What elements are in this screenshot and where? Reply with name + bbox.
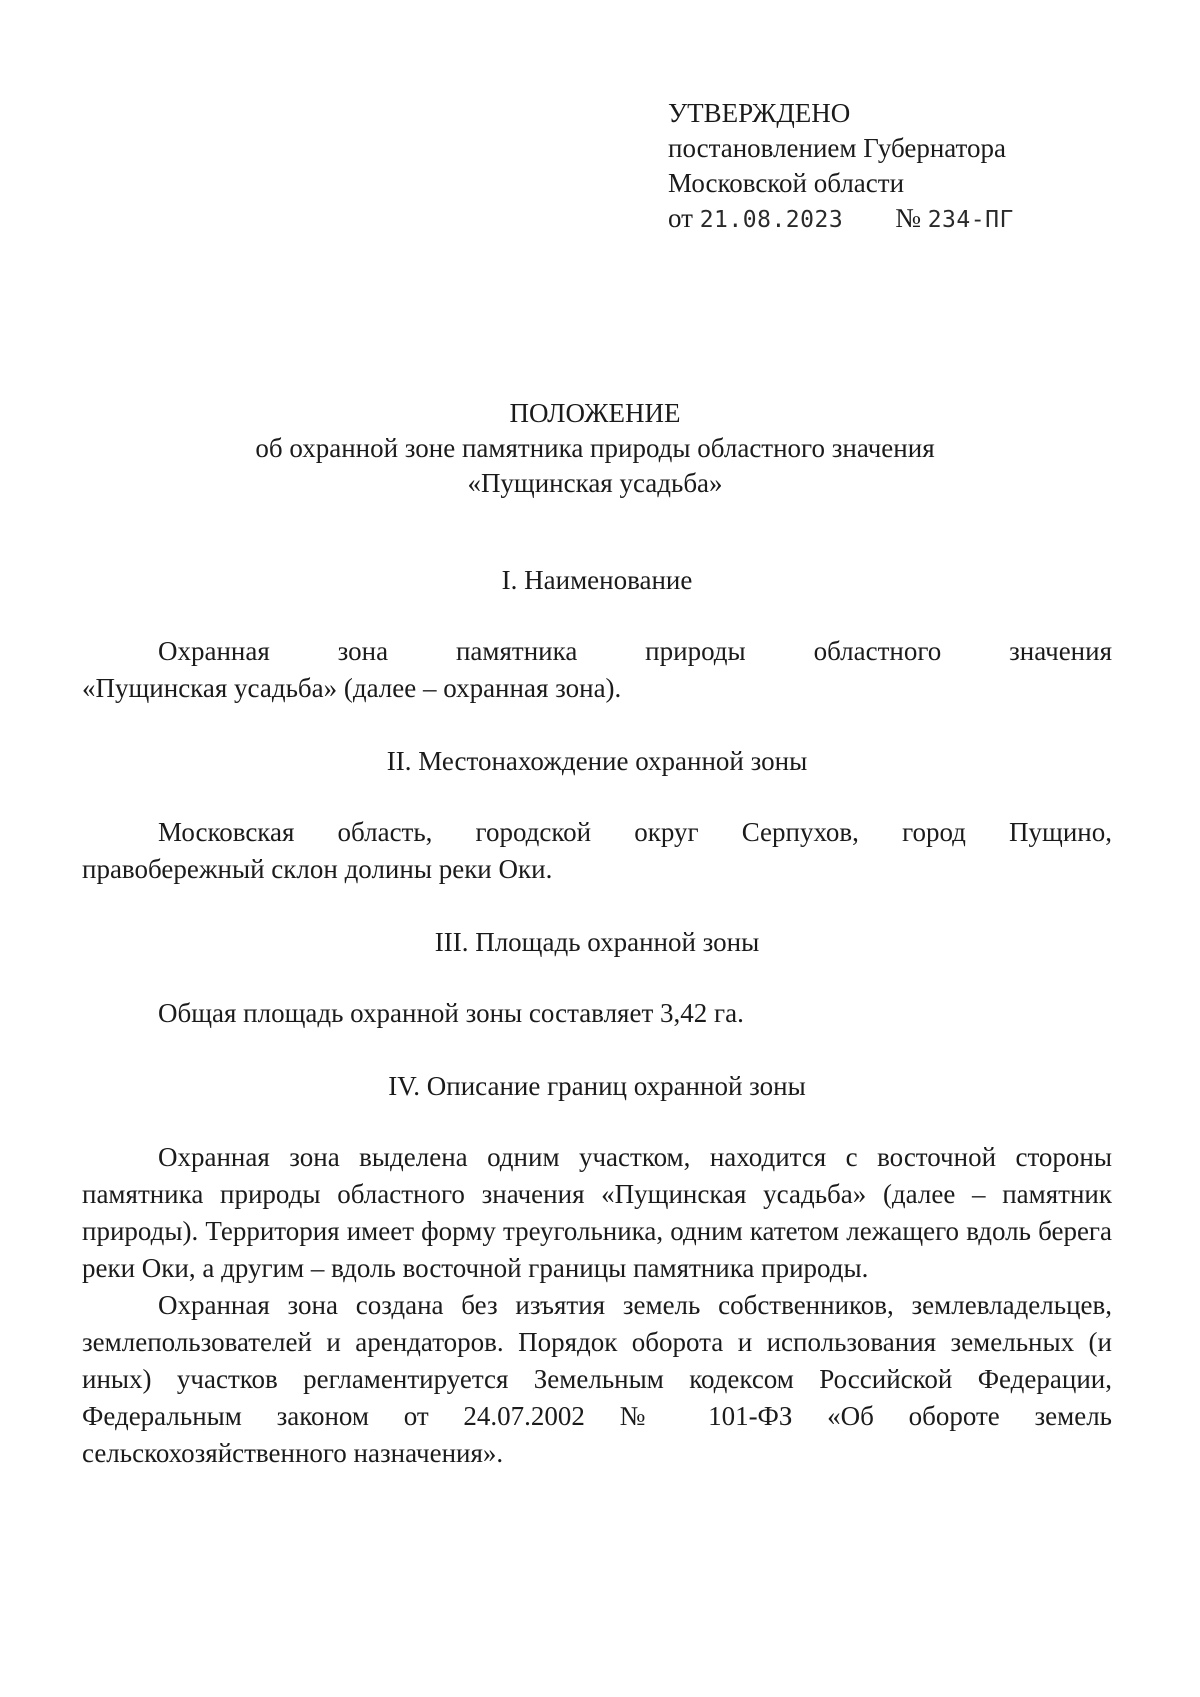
section-2-line-2: правобережный склон долины реки Оки. <box>82 854 553 884</box>
section-4-paragraph-2: Охранная зона создана без изъятия земель собственников, землевладельцев, землепользователей и арендаторов. Порядок оборота и использования земельных (и иных) участков регламентируется Земельным кодексом Российской Федерации, Федеральным законом от 24.07.2002 № 101-ФЗ «Об обороте земель сельскохозяйственного назначения». <box>82 1290 1112 1468</box>
section-1-line-1: Охранная зона памятника природы областного значения <box>158 636 1112 666</box>
approval-line-2: Московской области <box>668 168 905 198</box>
section-2-paragraph <box>82 814 1112 888</box>
section-heading-1: I. Наименование <box>501 565 693 595</box>
document-body <box>82 562 1112 1472</box>
approval-number: 234-ПГ <box>927 207 1014 233</box>
approval-heading: УТВЕРЖДЕНО <box>668 98 851 128</box>
section-1-line-2: «Пущинская усадьба» (далее – охранная зона). <box>82 673 622 703</box>
section-heading-3: III. Площадь охранной зоны <box>434 927 760 957</box>
approval-date: 21.08.2023 <box>699 207 844 233</box>
approval-number-sign: № <box>895 203 921 233</box>
section-1-paragraph <box>82 633 1112 707</box>
section-2-line-1: Московская область, городской округ Серпухов, город Пущино, <box>158 817 1112 847</box>
title-line-1: об охранной зоне памятника природы областного значения <box>255 433 935 463</box>
section-4-paragraph-1: Охранная зона выделена одним участком, находится с восточной стороны памятника природы областного значения «Пущинская усадьба» (далее – памятник природы). Территория имеет форму треугольника, одним катетом лежащего вдоль берега реки Оки, а другим – вдоль восточной границы памятника природы. <box>82 1142 1112 1283</box>
document-title <box>80 396 1110 501</box>
approval-date-line <box>668 201 1138 238</box>
section-heading-4: IV. Описание границ охранной зоны <box>388 1071 806 1101</box>
approval-date-prefix: от <box>668 203 693 233</box>
section-heading-2: II. Местонахождение охранной зоны <box>386 746 808 776</box>
title-line-2: «Пущинская усадьба» <box>467 468 723 498</box>
section-3-paragraph: Общая площадь охранной зоны составляет 3,42 га. <box>158 998 744 1028</box>
title-heading: ПОЛОЖЕНИЕ <box>509 398 681 428</box>
approval-block <box>668 96 1138 238</box>
approval-line-1: постановлением Губернатора <box>668 133 1006 163</box>
